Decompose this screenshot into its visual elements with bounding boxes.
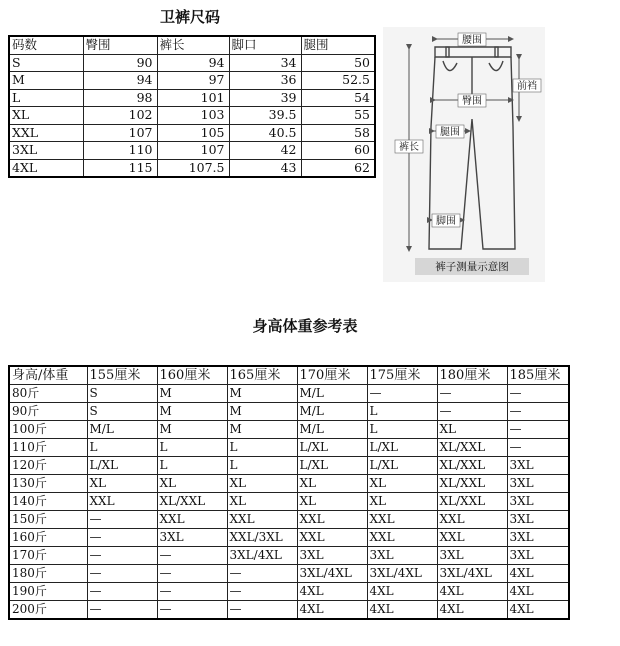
size-chart-cell: 54 — [301, 89, 375, 107]
size-chart-header-cell: 臀围 — [83, 36, 157, 54]
reference-chart-header-cell: 185厘米 — [507, 366, 569, 385]
size-recommendation-cell: XXL — [157, 511, 227, 529]
reference-chart-header-cell: 155厘米 — [87, 366, 157, 385]
weight-cell: 200斤 — [9, 601, 87, 620]
size-recommendation-cell: — — [437, 403, 507, 421]
size-recommendation-cell: 3XL — [157, 529, 227, 547]
size-chart-header-cell: 腿围 — [301, 36, 375, 54]
reference-chart-header-row — [9, 366, 569, 385]
size-recommendation-cell: — — [507, 385, 569, 403]
size-chart-cell: S — [9, 54, 83, 72]
size-recommendation-cell: 3XL/4XL — [367, 565, 437, 583]
size-chart-cell: M — [9, 72, 83, 90]
table-row — [9, 583, 569, 601]
size-chart-cell: 102 — [83, 107, 157, 125]
table-row — [9, 421, 569, 439]
size-recommendation-cell: XXL — [297, 511, 367, 529]
size-recommendation-cell: L — [87, 439, 157, 457]
reference-chart-header-cell: 175厘米 — [367, 366, 437, 385]
table-row — [9, 142, 375, 160]
weight-cell: 140斤 — [9, 493, 87, 511]
size-recommendation-cell: — — [367, 385, 437, 403]
size-recommendation-cell: — — [507, 403, 569, 421]
table-row — [9, 457, 569, 475]
table-row — [9, 493, 569, 511]
size-chart-cell: 94 — [83, 72, 157, 90]
size-recommendation-cell: — — [227, 583, 297, 601]
size-recommendation-cell: XL — [297, 493, 367, 511]
table-row — [9, 547, 569, 565]
size-recommendation-cell: XXL — [227, 511, 297, 529]
size-chart-cell: 94 — [157, 54, 229, 72]
weight-cell: 150斤 — [9, 511, 87, 529]
size-recommendation-cell: XXL — [437, 529, 507, 547]
waist-label: 腰围 — [462, 35, 482, 46]
size-recommendation-cell: — — [437, 385, 507, 403]
size-recommendation-cell: 4XL — [507, 565, 569, 583]
hip-label: 臀围 — [462, 96, 482, 107]
size-chart-cell: 50 — [301, 54, 375, 72]
size-recommendation-cell: XL — [437, 421, 507, 439]
size-recommendation-cell: — — [507, 421, 569, 439]
size-chart-cell: 3XL — [9, 142, 83, 160]
size-chart-cell: 98 — [83, 89, 157, 107]
weight-cell: 170斤 — [9, 547, 87, 565]
size-recommendation-cell: M/L — [87, 421, 157, 439]
weight-cell: 100斤 — [9, 421, 87, 439]
size-recommendation-cell: L/XL — [87, 457, 157, 475]
size-recommendation-cell: XXL — [297, 529, 367, 547]
weight-cell: 90斤 — [9, 403, 87, 421]
size-recommendation-cell: M/L — [297, 385, 367, 403]
table-row — [9, 403, 569, 421]
size-recommendation-cell: 4XL — [437, 583, 507, 601]
size-recommendation-cell: 3XL/4XL — [437, 565, 507, 583]
size-recommendation-cell: M — [157, 385, 227, 403]
size-recommendation-cell: — — [227, 601, 297, 620]
size-recommendation-cell: — — [87, 511, 157, 529]
size-recommendation-cell: L/XL — [367, 457, 437, 475]
size-recommendation-cell: XL/XXL — [437, 493, 507, 511]
size-chart-cell: 40.5 — [229, 124, 301, 142]
size-recommendation-cell: 3XL — [507, 511, 569, 529]
size-recommendation-cell: S — [87, 403, 157, 421]
pants-measurement-diagram — [383, 27, 545, 282]
size-chart-cell: 36 — [229, 72, 301, 90]
size-chart-cell: 42 — [229, 142, 301, 160]
size-recommendation-cell: XL — [227, 475, 297, 493]
size-recommendation-cell: 4XL — [297, 583, 367, 601]
size-chart-cell: 107.5 — [157, 159, 229, 177]
size-recommendation-cell: — — [157, 547, 227, 565]
size-recommendation-cell: XXL — [367, 511, 437, 529]
size-chart-header-cell: 码数 — [9, 36, 83, 54]
size-chart-cell: XL — [9, 107, 83, 125]
size-chart-header-cell: 裤长 — [157, 36, 229, 54]
size-recommendation-cell: M — [157, 421, 227, 439]
size-recommendation-cell: S — [87, 385, 157, 403]
weight-cell: 190斤 — [9, 583, 87, 601]
size-chart-cell: 105 — [157, 124, 229, 142]
table-row — [9, 89, 375, 107]
size-chart-cell: 43 — [229, 159, 301, 177]
table-row — [9, 124, 375, 142]
size-recommendation-cell: 3XL — [507, 457, 569, 475]
reference-chart-header-cell: 170厘米 — [297, 366, 367, 385]
table-row — [9, 601, 569, 620]
size-recommendation-cell: M — [227, 385, 297, 403]
size-recommendation-cell: — — [227, 565, 297, 583]
thigh-label: 腿围 — [440, 127, 460, 138]
size-recommendation-cell: 4XL — [297, 601, 367, 620]
size-recommendation-cell: — — [157, 583, 227, 601]
size-chart-cell: 58 — [301, 124, 375, 142]
size-recommendation-cell: L — [157, 457, 227, 475]
size-recommendation-cell: L — [367, 403, 437, 421]
size-recommendation-cell: XL — [367, 475, 437, 493]
size-recommendation-cell: L/XL — [297, 439, 367, 457]
reference-chart-header-cell: 160厘米 — [157, 366, 227, 385]
size-recommendation-cell: 3XL — [297, 547, 367, 565]
size-recommendation-cell: L — [157, 439, 227, 457]
size-chart-cell: 97 — [157, 72, 229, 90]
size-recommendation-cell: — — [157, 601, 227, 620]
weight-cell: 80斤 — [9, 385, 87, 403]
size-recommendation-cell: M/L — [297, 403, 367, 421]
table-row — [9, 107, 375, 125]
size-recommendation-cell: XL/XXL — [437, 475, 507, 493]
size-recommendation-cell: XL/XXL — [157, 493, 227, 511]
size-recommendation-cell: 4XL — [507, 601, 569, 620]
table-row — [9, 385, 569, 403]
size-chart-cell: XXL — [9, 124, 83, 142]
size-chart-cell: 115 — [83, 159, 157, 177]
size-chart-cell: 110 — [83, 142, 157, 160]
table-row — [9, 475, 569, 493]
size-recommendation-cell: XL/XXL — [437, 457, 507, 475]
size-recommendation-cell: — — [87, 583, 157, 601]
size-recommendation-cell: — — [157, 565, 227, 583]
size-chart-cell: 62 — [301, 159, 375, 177]
weight-cell: 130斤 — [9, 475, 87, 493]
reference-chart-header-cell: 165厘米 — [227, 366, 297, 385]
size-recommendation-cell: 3XL — [437, 547, 507, 565]
size-recommendation-cell: M — [227, 403, 297, 421]
size-recommendation-cell: 4XL — [367, 601, 437, 620]
table-row — [9, 529, 569, 547]
size-recommendation-cell: XL/XXL — [437, 439, 507, 457]
size-chart-cell: 52.5 — [301, 72, 375, 90]
diagram-caption: 裤子测量示意图 — [435, 261, 509, 273]
size-recommendation-cell: M — [157, 403, 227, 421]
size-chart-title: 卫裤尺码 — [159, 8, 220, 26]
table-row — [9, 565, 569, 583]
size-recommendation-cell: XXL — [87, 493, 157, 511]
table-row — [9, 511, 569, 529]
size-recommendation-cell: L/XL — [367, 439, 437, 457]
reference-chart-title: 身高体重参考表 — [252, 317, 358, 335]
size-chart-cell: L — [9, 89, 83, 107]
size-recommendation-cell: XL — [297, 475, 367, 493]
size-chart-cell: 34 — [229, 54, 301, 72]
size-recommendation-cell: M — [227, 421, 297, 439]
size-recommendation-cell: L — [227, 457, 297, 475]
weight-cell: 180斤 — [9, 565, 87, 583]
size-recommendation-cell: 3XL/4XL — [227, 547, 297, 565]
reference-chart-header-cell: 身高/体重 — [9, 366, 87, 385]
size-recommendation-cell: L/XL — [297, 457, 367, 475]
size-chart-cell: 39 — [229, 89, 301, 107]
size-chart-cell: 90 — [83, 54, 157, 72]
size-recommendation-cell: 3XL — [507, 547, 569, 565]
size-recommendation-cell: — — [87, 529, 157, 547]
size-recommendation-cell: XL — [157, 475, 227, 493]
size-chart-cell: 4XL — [9, 159, 83, 177]
length-label: 裤长 — [399, 142, 419, 153]
size-chart-cell: 107 — [83, 124, 157, 142]
size-chart-cell: 60 — [301, 142, 375, 160]
size-recommendation-cell: — — [87, 565, 157, 583]
size-recommendation-cell: 3XL/4XL — [297, 565, 367, 583]
size-recommendation-cell: — — [87, 601, 157, 620]
size-recommendation-cell: 3XL — [507, 475, 569, 493]
size-recommendation-cell: XXL — [437, 511, 507, 529]
size-recommendation-cell: — — [87, 547, 157, 565]
size-recommendation-cell: XL — [87, 475, 157, 493]
table-row — [9, 439, 569, 457]
size-chart-cell: 39.5 — [229, 107, 301, 125]
reference-chart-table — [8, 365, 570, 620]
size-chart-cell: 107 — [157, 142, 229, 160]
size-recommendation-cell: XXL/3XL — [227, 529, 297, 547]
size-recommendation-cell: 4XL — [507, 583, 569, 601]
size-chart-table — [8, 35, 376, 178]
size-recommendation-cell: 3XL — [507, 493, 569, 511]
weight-cell: 110斤 — [9, 439, 87, 457]
size-recommendation-cell: 4XL — [367, 583, 437, 601]
size-chart-cell: 55 — [301, 107, 375, 125]
reference-chart-header-cell: 180厘米 — [437, 366, 507, 385]
size-recommendation-cell: L — [367, 421, 437, 439]
hem-label: 脚围 — [436, 216, 456, 227]
size-chart-cell: 103 — [157, 107, 229, 125]
size-chart-header-cell: 脚口 — [229, 36, 301, 54]
size-recommendation-cell: L — [227, 439, 297, 457]
table-row — [9, 72, 375, 90]
table-row — [9, 159, 375, 177]
size-recommendation-cell: M/L — [297, 421, 367, 439]
size-chart-cell: 101 — [157, 89, 229, 107]
table-row — [9, 54, 375, 72]
size-recommendation-cell: 3XL — [507, 529, 569, 547]
size-recommendation-cell: — — [507, 439, 569, 457]
size-recommendation-cell: 4XL — [437, 601, 507, 620]
weight-cell: 120斤 — [9, 457, 87, 475]
size-recommendation-cell: XXL — [367, 529, 437, 547]
rise-label: 前裆 — [517, 81, 537, 92]
size-chart-header-row — [9, 36, 375, 54]
size-recommendation-cell: XL — [227, 493, 297, 511]
weight-cell: 160斤 — [9, 529, 87, 547]
size-recommendation-cell: 3XL — [367, 547, 437, 565]
size-recommendation-cell: XL — [367, 493, 437, 511]
